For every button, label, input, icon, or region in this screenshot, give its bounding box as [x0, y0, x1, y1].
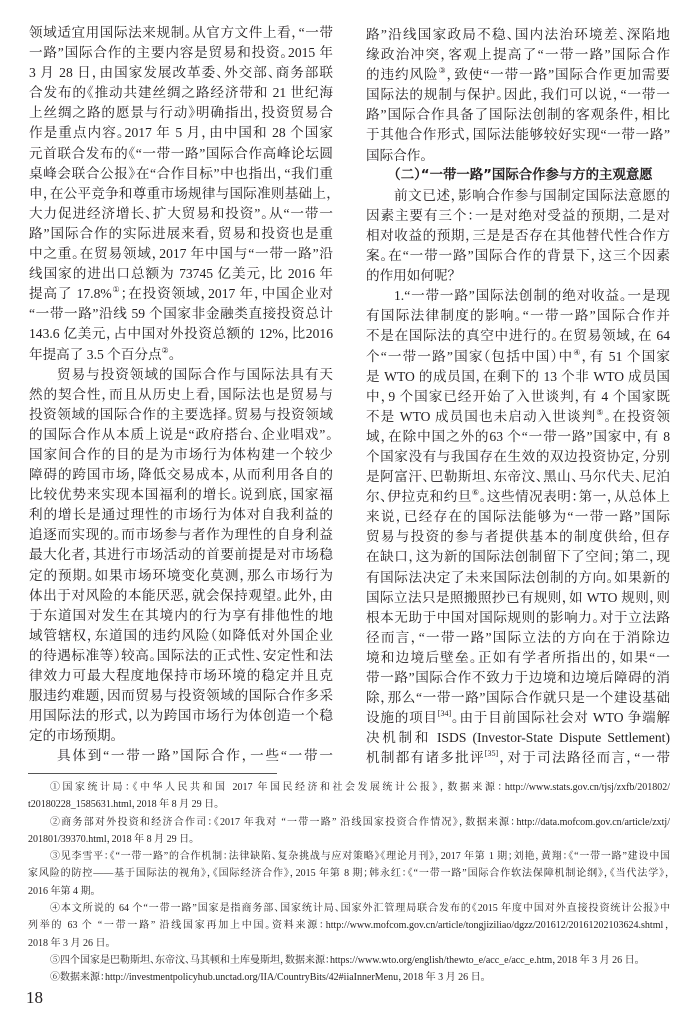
- footnote-ref[interactable]: ③: [438, 66, 447, 76]
- paragraph-line: 的国际合作从本质上说是“政府搭台、企业唱戏”。: [29, 426, 333, 442]
- paragraph-line: 相对收益的预期，三是是否存在其他替代性合作方: [366, 227, 670, 243]
- paragraph-line: 路”沿线国家政局不稳、国内法治环境差、深陷地: [366, 27, 670, 42]
- left-column: [29, 23, 333, 766]
- paragraph-line: 中之重。在贸易领域，2017 年中国与“一带一路”沿: [29, 246, 333, 262]
- paragraph-line: 境和边境后壁垒。正如有学者所指出的，如果“一: [366, 649, 670, 665]
- paragraph-line: 追逐而实现的。而市场参与者作为理性的自身利益: [29, 527, 333, 543]
- footnote-line: ②商务部对外投资和经济合作司：《2017 年我对 “一带一路” 沿线国家投资合作情况》，数据来源：http://data.mofcom.gov.cn/article/zxtj/: [50, 816, 670, 828]
- paragraph-line: 尔、伊拉克和约旦⑥。这些情况表明：第一，从总体上: [366, 488, 670, 505]
- paragraph-line: 机制都有诸多批评[35]，对于司法路径而言，“一带: [366, 749, 671, 766]
- paragraph-line: 案。在“一带一路”国际合作的背景下，这三个因素: [366, 248, 670, 264]
- footnote-ref[interactable]: ②: [161, 345, 169, 355]
- paragraph-line: 领域适宜用国际法来规制。从官方文件上看，“一带: [29, 25, 333, 40]
- paragraph-line: 路”国际合作具备了国际法创制的客观条件，相比: [366, 107, 670, 123]
- paragraph-line: 域，在除中国之外的63 个“一带一路”国家中，有 8: [366, 428, 670, 444]
- paragraph-line: 服违约难题，因而贸易与投资领域的国际合作多采: [29, 688, 333, 704]
- paragraph-line: 的待遇标准等）较高。国际法的正式性、安定性和法: [29, 647, 333, 663]
- paragraph-line: 一路”国际合作的主要内容是贸易和投资。2015 年: [29, 45, 333, 61]
- paragraph-line: 个“一带一路”国家（包括中国）中④，有 51 个国家: [366, 347, 670, 364]
- paragraph-line: 除，那么“一带一路”国际合作就只是一个建设基础: [366, 690, 670, 706]
- paragraph-line: 个国家没有与我国存在生效的双边投资协定，分别: [366, 448, 670, 464]
- paragraph-line: 具体到“一带一路”国际合作，一些“一带一: [57, 748, 333, 764]
- footnote-line: t20180228_1585631.html，2018 年 8 月 29 日。: [28, 799, 220, 811]
- paragraph-line: 在缺口，这为新的国际法创制留下了空间；第二，现: [366, 549, 670, 565]
- paragraph-line: 路”国际合作的实际进展来看，贸易和投资也是重: [29, 225, 333, 241]
- footnote-line: ③见李雪平：《“一带一路”的合作机制：法律缺陷、复杂挑战与应对策略》《理论月刊》，2017 年第 1 期；刘艳，黄翔：《“一带一路”建设中国: [50, 851, 670, 863]
- footnote-line: 家风险的防控——基于国际法的视角》，《国际经济合作》，2015 年第 8 期；韩永红：《“一带一路”国际合作软法保障机制论纲》，《当代法学》，: [28, 868, 670, 880]
- footnote-line: ①国家统计局：《中华人民共和国 2017 年国民经济和社会发展统计公报》，数据来源：http://www.stats.gov.cn/tjsj/zxfb/201802/: [50, 782, 670, 793]
- paragraph-line: 有国际法决定了未来国际法创制的方向。如果新的: [366, 569, 670, 585]
- paragraph-line: 有国际法律制度的影响。“一带一路”国际合作并: [366, 308, 670, 324]
- paragraph-line: 线国家的进出口总额为 73745 亿美元，比 2016 年: [29, 266, 333, 282]
- section-heading: （二）“一带一路”国际合作参与方的主观意愿: [394, 167, 653, 183]
- paragraph-line: 利的增长是通过理性的市场行为体对自我利益的: [29, 507, 333, 523]
- paragraph-line: 是阿富汗、巴勒斯坦、东帝汶、黑山、马尔代夫、尼泊: [366, 469, 670, 485]
- paragraph-line: 大力促进经济增长、扩大贸易和投资”。从“一带一: [29, 205, 333, 221]
- right-column: [366, 25, 670, 768]
- footnote-line: ⑥数据来源：http://investmentpolicyhub.unctad.org/IIA/CountryBits/42#iiaInnerMenu，2018 年 3 月 26 日。: [50, 972, 486, 984]
- paragraph-line: 年提高了 3.5 个百分点②。: [29, 345, 176, 362]
- paragraph-line: 国际立法只是照搬照抄已有规则，如 WTO 规则，则: [366, 589, 670, 605]
- paragraph-line: 体出于对风险的本能厌恶，就会保持观望。此外，由: [29, 587, 333, 603]
- paragraph-line: 用国际法的形式，以为跨国市场行为体创造一个稳: [29, 708, 333, 724]
- paragraph-line: 根本无助于中国对国际规则的影响力。对于立法路: [366, 609, 670, 625]
- paragraph-line: 的作用如何呢？: [366, 268, 455, 284]
- paragraph-line: 径而言，“一带一路”国际立法的方向在于消除边: [366, 629, 670, 645]
- paragraph-line: 上丝绸之路的愿景与行动》明确指出，投资贸易合: [29, 105, 333, 121]
- paragraph-line: 决机制和 ISDS (Investor-State Dispute Settlement): [366, 730, 670, 746]
- paragraph-line: “一带一路”沿线 59 个国家非金融类直接投资总计: [29, 306, 333, 322]
- footnote-ref[interactable]: [34]: [437, 709, 452, 719]
- paragraph-line: 元首联合发布的《“一带一路”国际合作高峰论坛圆: [29, 145, 333, 161]
- footnote-line: 列举的 63 个 “一带一路” 沿线国家再加上中国。资料来源：http://www.mofcom.gov.cn/article/tongjiziliao/dgzz/201612/20161202103624.shtml，: [28, 920, 670, 932]
- page-number: 18: [26, 988, 43, 1007]
- paragraph-line: 投资领域的国际合作的主要选择。贸易与投资领域: [29, 406, 333, 422]
- paragraph-line: 域管辖权，东道国的违约风险（如降低对外国企业: [29, 627, 333, 643]
- paragraph-line: 贸易与投资领域的国际合作与国际法具有天: [57, 366, 333, 382]
- paragraph-line: 提高了 17.8%①；在投资领域，2017 年，中国企业对: [29, 285, 333, 302]
- paragraph-line: 前文已述，影响合作参与国制定国际法意愿的: [394, 187, 670, 203]
- paragraph-line: 因素主要有三个：一是对绝对受益的预期，二是对: [366, 207, 670, 223]
- paragraph-line: 的违约风险③，致使“一带一路”国际合作更加需要: [366, 66, 671, 83]
- paragraph-line: 合发布的《推动共建丝绸之路经济带和 21 世纪海: [29, 85, 333, 101]
- paragraph-line: 作是重点内容。2017 年 5 月，由中国和 28 个国家: [29, 125, 333, 141]
- paragraph-line: 1.“一带一路”国际法创制的绝对收益。一是现: [394, 288, 670, 304]
- paragraph-line: 然的契合性，而且从历史上看，国际法也是贸易与: [29, 386, 333, 402]
- paragraph-line: 国际合作。: [366, 147, 428, 163]
- paragraph-line: 贸易与投资的参与者提供基本的制度供给，但存: [366, 529, 670, 545]
- footnote-line: 201801/39370.html，2018 年 8 月 29 日。: [28, 833, 195, 845]
- footnote-ref[interactable]: ⑥: [471, 488, 480, 498]
- paragraph-line: 中，9 个国家已经开始了入世谈判，有 4 个国家既: [366, 388, 670, 404]
- paragraph-line: 143.6 亿美元，占中国对外投资总额的 12%，比2016: [29, 326, 333, 342]
- paragraph-line: 3 月 28 日，由国家发展改革委、外交部、商务部联: [29, 65, 333, 81]
- paragraph-line: 律效力可最大程度地保持市场环境的稳定并且克: [29, 668, 333, 683]
- paragraph-line: 不是在国际法的真空中进行的。在贸易领域，在 64: [366, 328, 670, 344]
- paragraph-line: 定的预期。如果市场环境变化莫测，那么市场行为: [29, 567, 333, 583]
- paragraph-line: 于东道国对发生在其境内的行为享有排他性的地: [29, 607, 333, 623]
- footnote-ref[interactable]: ④: [573, 347, 582, 357]
- paragraph-line: 国际法的规制与保护。因此，我们可以说，“一带一: [366, 87, 670, 103]
- footnote-line: 2018 年 3 月 26 日。: [28, 937, 111, 949]
- paragraph-line: 国家间合作的目的是为市场行为体构建一个较少: [29, 446, 333, 462]
- footnote-ref[interactable]: ①: [111, 285, 121, 295]
- paragraph-line: 比较优势来实现本国福利的增长。说到底，国家福: [29, 487, 333, 503]
- paragraph-line: 于其他合作形式，国际法能够较好实现“一带一路”: [366, 127, 670, 143]
- footnote-line: ⑤四个国家是巴勒斯坦、东帝汶、马其顿和土库曼斯坦，数据来源：https://www.wto.org/english/thewto_e/acc_e/acc_e.htm，2018 年 3 月 26 日。: [50, 954, 640, 966]
- footnote-divider: [28, 773, 277, 774]
- paragraph-line: 障碍的跨国市场，降低交易成本，从而利用各自的: [29, 467, 333, 483]
- paragraph-line: 设施的项目[34]。由于目前国际社会对 WTO 争端解: [366, 709, 671, 726]
- paragraph-line: 最大化者，其进行市场活动的首要前提是对市场稳: [29, 547, 333, 563]
- footnote-ref[interactable]: [35]: [484, 749, 499, 759]
- paragraph-line: 带一路”国际合作不致力于边境和边境后障碍的消: [366, 670, 670, 685]
- paragraph-line: 不是 WTO 成员国也未启动入世谈判⑤。在投资领: [366, 407, 670, 424]
- footnote-line: ④本文所说的 64 个“一带一路”国家是指商务部、国家统计局、国家外汇管理局联合发布的《2015 年度中国对外直接投资统计公报》中: [50, 903, 670, 915]
- paragraph-line: 定的市场预期。: [29, 728, 118, 744]
- footnotes: [28, 779, 670, 987]
- paragraph-line: 来说，已经存在的国际法能够为“一带一路”国际: [366, 509, 670, 525]
- footnote-ref[interactable]: ⑤: [596, 407, 605, 417]
- paragraph-line: 缘政治冲突，客观上提高了“一带一路”国际合作: [366, 47, 670, 63]
- paragraph-line: 是 WTO 的成员国，在剩下的 13 个非 WTO 成员国: [366, 368, 670, 384]
- footnote-line: 2016 年第 4 期。: [28, 885, 96, 897]
- paragraph-line: 桌峰会联合公报》在“合作目标”中也指出，“我们重: [29, 165, 333, 181]
- paragraph-line: 申，在公平竞争和尊重市场规律与国际准则基础上，: [29, 185, 333, 201]
